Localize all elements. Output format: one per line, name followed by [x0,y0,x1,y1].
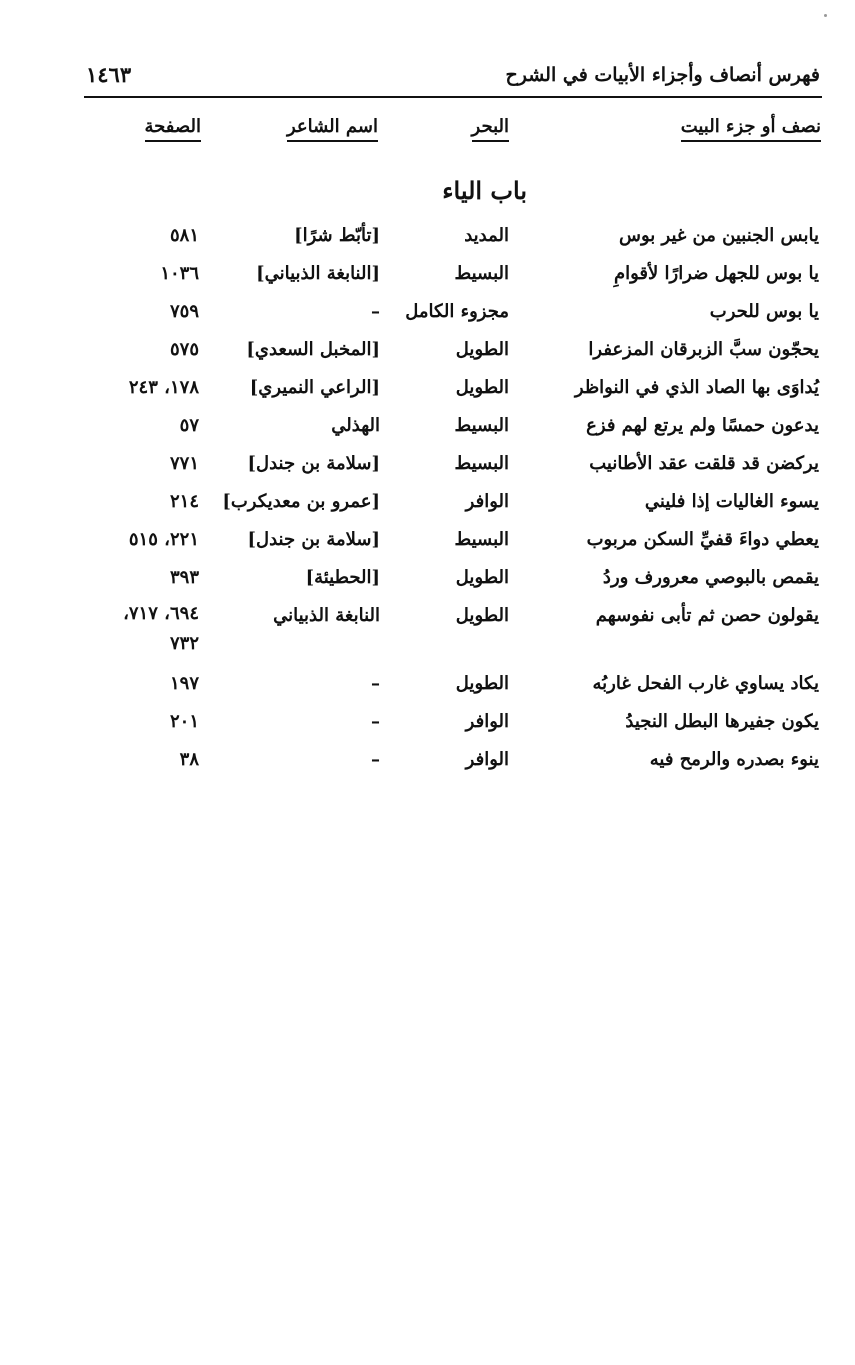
entry-pages-text: ٥٨١ [169,225,199,246]
entry-verse: يركضن قد قلقت عقد الأطانيب [589,453,819,474]
index-entry [0,485,855,523]
entry-poet: [النابغة الذبياني] [256,263,380,284]
entry-pages [170,485,199,519]
entry-poet: [سلامة بن جندل] [247,529,380,550]
entry-verse: يابس الجنبين من غير بوس [618,225,819,246]
column-header-hemistich: نصف أو جزء البيت [681,116,821,142]
entry-meter: البسيط [454,529,509,550]
entry-verse: يقمص بالبوصي معرورف وردُ [602,567,819,588]
entry-verse: يكاد يساوي غارب الفحل غاربُه [592,673,819,694]
entry-pages-text: ٢١٤ [169,491,199,512]
entry-pages-text: ٧٧١ [169,453,199,474]
index-entry [0,561,855,599]
entry-pages [129,371,199,405]
entry-pages [170,447,199,481]
entry-meter: الطويل [455,567,509,588]
entry-pages-text: ٢٠١ [169,711,199,732]
entry-pages-text: ١٧٨، ٢٤٣ [128,377,199,398]
entry-poet: [المخبل السعدي] [246,339,380,360]
index-entry [0,523,855,561]
entry-pages-text: ٣٩٣ [169,567,199,588]
index-entry [0,409,855,447]
index-entry [0,257,855,295]
entry-meter: المديد [464,225,509,246]
entry-pages-text: ١٠٣٦ [160,263,199,284]
entry-verse: يدعون حمسًا ولم يرتع لهم فزع [586,415,819,436]
entry-poet: [الراعي النميري] [249,377,380,398]
entry-pages [170,333,199,367]
entry-poet: – [371,749,380,770]
entry-meter: الطويل [455,339,509,360]
index-entry [0,219,855,257]
entry-meter: الطويل [455,377,509,398]
entry-poet: – [371,301,380,322]
entry-pages-text: ٣٨ [179,749,199,770]
entry-verse: ينوء بصدره والرمح فيه [649,749,819,770]
entry-poet: [سلامة بن جندل] [247,453,380,474]
index-entry [0,599,855,667]
entry-poet: – [371,673,380,694]
entry-meter: البسيط [454,415,509,436]
entry-pages [160,257,199,291]
index-entry [0,667,855,705]
scan-speck [824,14,827,17]
entry-pages [180,409,199,443]
entry-pages-text: ٦٩٤، ٧١٧، [123,603,199,624]
running-title: فهرس أنصاف وأجزاء الأبيات في الشرح [505,64,820,86]
entry-meter: الطويل [455,605,509,626]
running-header [84,62,822,98]
entry-pages [170,219,199,253]
entry-pages [170,667,199,701]
entry-meter: مجزوء الكامل [405,301,509,322]
entry-verse: يُداوَى بها الصاد الذي في النواظر [574,377,819,398]
column-header-poet: اسم الشاعر [287,116,378,142]
entry-pages-continued: ٧٣٢ [169,633,199,654]
entry-pages [170,295,199,329]
entry-poet: – [371,711,380,732]
entry-pages-text: ٧٥٩ [169,301,199,322]
section-title: باب الياء [442,176,527,205]
entry-verse: يسوء الغاليات إذا فليني [644,491,819,512]
index-entry [0,447,855,485]
entry-verse: يكون جفيرها البطل النجيدُ [625,711,819,732]
index-entry [0,333,855,371]
index-entry [0,295,855,333]
page-number: ١٤٦٣ [86,62,132,87]
entry-poet: [الحطيئة] [305,567,380,588]
entry-poet: النابغة الذبياني [273,605,380,626]
entry-pages [170,561,199,595]
entry-verse: يقولون حصن ثم تأبى نفوسهم [595,605,819,626]
entry-meter: الوافر [465,711,509,732]
entry-meter: الوافر [465,491,509,512]
entry-poet: [عمرو بن معديكرب] [222,491,380,512]
entry-pages-text: ٥٧٥ [169,339,199,360]
entry-pages [170,705,199,739]
entry-meter: البسيط [454,263,509,284]
entry-verse: يحجّون سبَّ الزبرقان المزعفرا [588,339,819,360]
entry-pages [123,599,199,659]
column-header-meter: البحر [472,116,509,142]
entry-verse: يا بوس للحرب [709,301,819,322]
index-entry [0,743,855,781]
entry-pages [129,523,199,557]
entry-poet: [تأبّط شرًا] [294,225,380,246]
entry-poet: الهذلي [331,415,380,436]
entry-pages [180,743,199,777]
index-entries [0,219,855,781]
entry-verse: يا بوس للجهل ضرارًا لأقوامِ [613,263,819,284]
entry-verse: يعطي دواءَ قفيِّ السكن مربوب [586,529,819,550]
entry-meter: الطويل [455,673,509,694]
entry-pages-text: ١٩٧ [169,673,199,694]
entry-pages-text: ٥٧ [179,415,199,436]
index-entry [0,371,855,409]
entry-meter: الوافر [465,749,509,770]
column-header-page: الصفحة [145,116,201,142]
index-entry [0,705,855,743]
entry-meter: البسيط [454,453,509,474]
entry-pages-text: ٢٢١، ٥١٥ [128,529,199,550]
